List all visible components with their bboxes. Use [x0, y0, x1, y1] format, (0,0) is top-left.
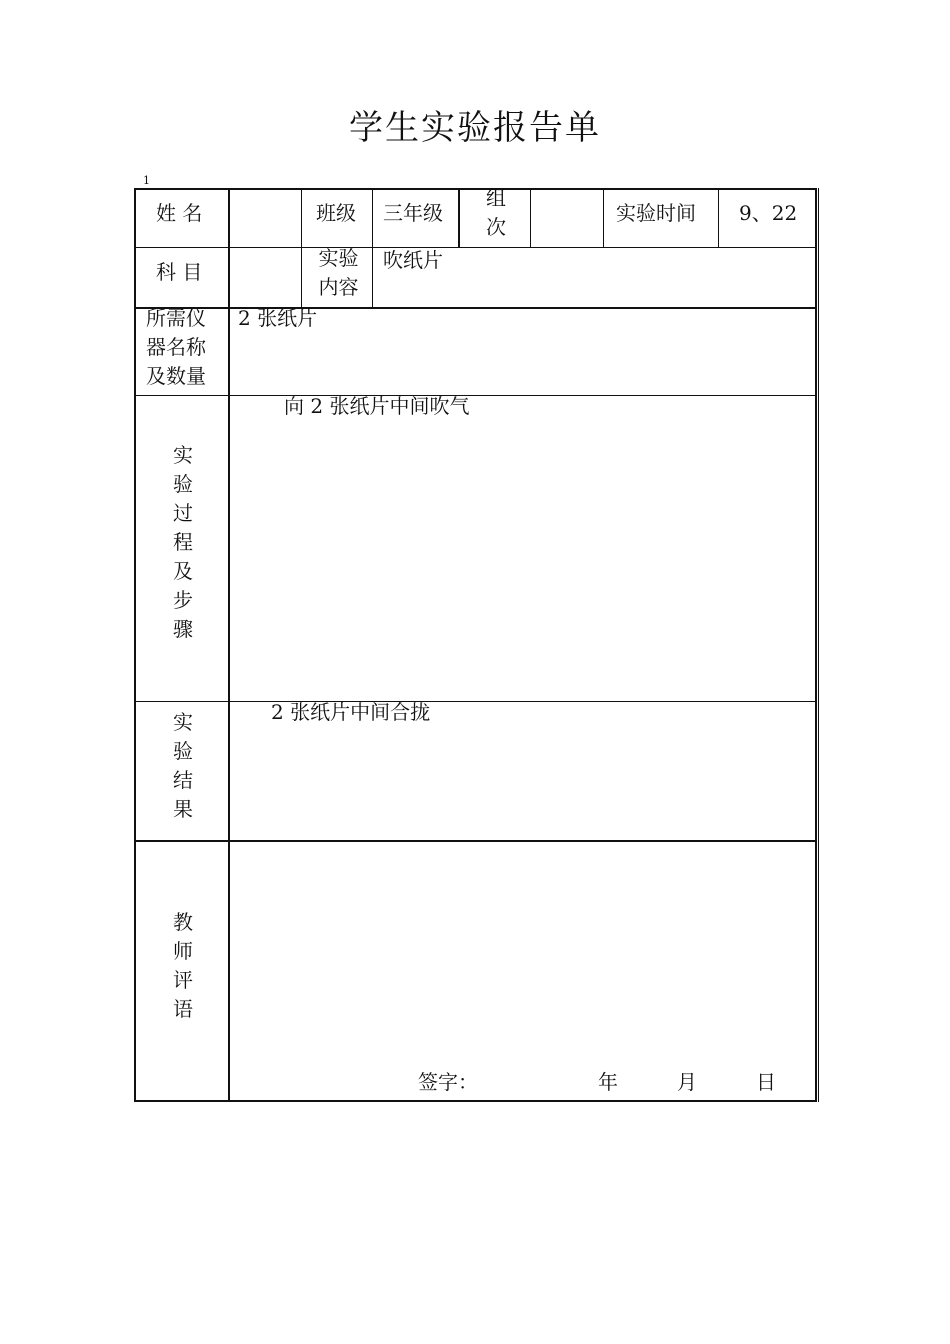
month-label: 月	[677, 1070, 697, 1094]
comment-label: 教 师 评 语	[173, 910, 193, 1021]
process-field[interactable]: 向 2 张纸片中间吹气	[284, 394, 470, 418]
class-label: 班级	[316, 201, 356, 225]
content-label: 实验 内容	[318, 246, 359, 299]
group-label: 组 次	[486, 186, 506, 239]
page-marker: 1	[143, 174, 150, 187]
content-field[interactable]: 吹纸片	[383, 248, 443, 272]
result-field[interactable]: 2 张纸片中间合拢	[271, 700, 431, 724]
subject-label: 科 目	[156, 260, 203, 284]
time-field[interactable]: 9、22	[739, 201, 798, 225]
process-label: 实 验 过 程 及 步 骤	[173, 443, 193, 641]
result-label: 实 验 结 果	[173, 710, 193, 821]
day-label: 日	[756, 1070, 776, 1094]
class-field[interactable]: 三年级	[383, 201, 443, 225]
document-title: 学生实验报告单	[349, 108, 601, 148]
signature-label: 签字：	[418, 1070, 478, 1094]
equipment-label: 所需仪 器名称 及数量	[146, 306, 206, 388]
year-label: 年	[598, 1070, 618, 1094]
name-label: 姓 名	[156, 201, 203, 225]
time-label: 实验时间	[616, 201, 696, 225]
equipment-field[interactable]: 2 张纸片	[238, 306, 318, 330]
